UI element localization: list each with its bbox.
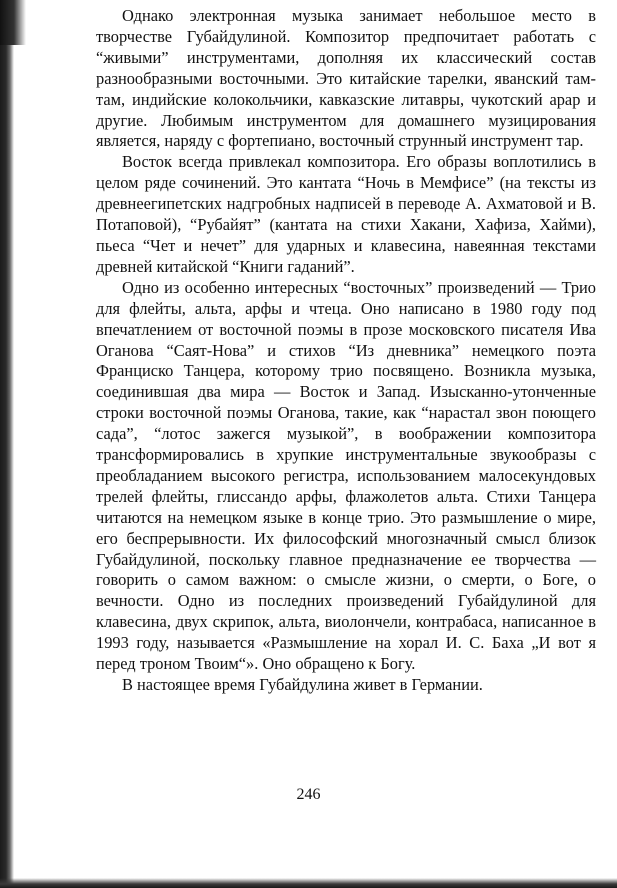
paragraph-4: В настоящее время Губайдулина живет в Германии. bbox=[122, 675, 483, 694]
paragraph-3: Одно из особенно интересных “восточных” произведений — Трио для флейты, альта, арфы и чтеца. Оно написано в 1980 году под впечатлением от восточной поэмы в прозе московского писателя Ива Оганова “Саят-Нова” и стихов “Из дневника” немецкого поэта Франциско Танцера, которому трио посвящено. Возникла музыка, соединившая два мира — Восток и Запад. Изысканно-утонченные строки восточной поэмы Оганова, такие, как “нарастал звон поющего сада”, “лотос зажегся музыкой”, в воображении композитора трансформировались в хрупкие инструментальные звукообразы с преобладанием высокого регистра, использованием малосекундовых трелей флейты, глиссандо арфы, флажолетов альта. Стихи Танцера читаются на немецком языке в конце трио. Это размышление о мире, его беспрерывности. Их философский многозначный смысл близок Губайдулиной, поскольку главное предназначение ее творчества — говорить о самом важном: о смысле жизни, о смерти, о Боге, о вечности. Одно из последних произведений Губайдулиной для клавесина, двух скрипок, альта, виолончели, контрабаса, написанное в 1993 году, называется «Размышление на хорал И. С. Баха „И вот я перед троном Твоим“». Оно обращено к Богу. bbox=[96, 277, 596, 674]
page-number: 246 bbox=[296, 786, 321, 803]
scan-edge-left bbox=[0, 0, 14, 888]
body-text bbox=[96, 6, 596, 696]
scan-edge-top-corner bbox=[0, 0, 26, 45]
paragraph-2: Восток всегда привлекал композитора. Его образы воплотились в целом ряде сочинений. Это кантата “Ночь в Мемфисе” (на тексты из древнеегипетских надгробных надписей в переводе А. Ахматовой и В. Потаповой), “Рубайят” (кантата на стихи Хакани, Хафиза, Хайми), пьеса “Чет и нечет” для ударных и клавесина, навеянная текстами древней китайской “Книги гаданий”. bbox=[96, 152, 596, 276]
paragraph-1: Однако электронная музыка занимает небольшое место в творчестве Губайдулиной. Композитор предпочитает работать с “живыми” инструментами, дополняя их классический состав разнообразными восточными. Это китайские тарелки, яванский там-там, индийские колокольчики, кавказские литавры, чукотский арар и другие. Любимым инструментом для домашнего музицирования является, наряду с фортепиано, восточный струнный инструмент тар. bbox=[96, 6, 596, 151]
scan-edge-bottom bbox=[0, 878, 617, 888]
